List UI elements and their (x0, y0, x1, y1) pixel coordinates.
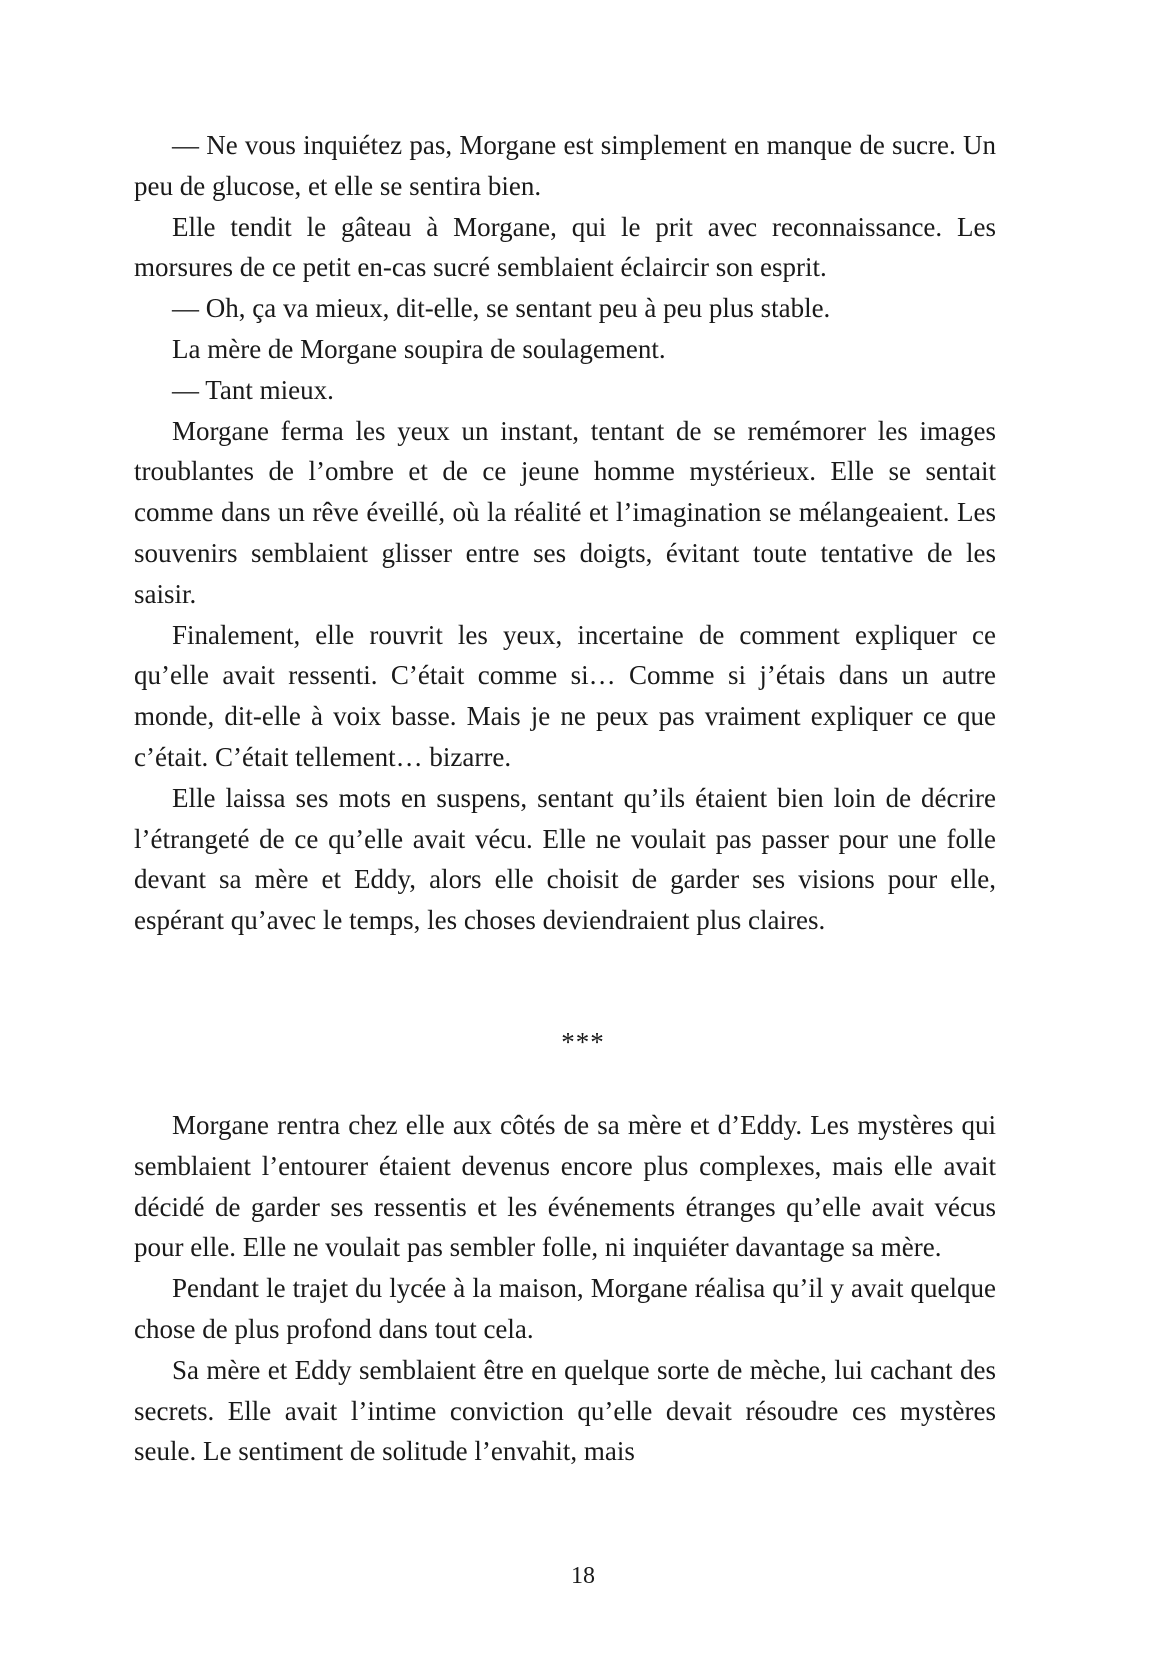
paragraph: Sa mère et Eddy semblaient être en quelque sorte de mèche, lui cachant des secrets. Elle avait l’intime conviction qu’elle devait résoudre ces mystères seule. Le sentiment de solitude l’envahit, mais (134, 1354, 996, 1467)
paragraph: Pendant le trajet du lycée à la maison, Morgane réalisa qu’il y avait quelque chose de plus profond dans tout cela. (134, 1273, 996, 1344)
section-two (134, 1105, 996, 1472)
paragraph: Elle tendit le gâteau à Morgane, qui le prit avec reconnaissance. Les morsures de ce petit en-cas sucré semblaient éclaircir son esprit. (134, 211, 996, 283)
paragraph: — Ne vous inquiétez pas, Morgane est simplement en manque de sucre. Un peu de glucose, et elle se sentira bien. (134, 130, 996, 201)
paragraph: — Tant mieux. (172, 374, 334, 405)
paragraph: Morgane rentra chez elle aux côtés de sa mère et d’Eddy. Les mystères qui semblaient l’entourer étaient devenus encore plus complexes, mais elle avait décidé de garder ses ressentis et les événements étranges qu’elle avait vécus pour elle. Elle ne voulait pas sembler folle, ni inquiéter davantage sa mère. (134, 1110, 996, 1263)
paragraph: Morgane ferma les yeux un instant, tentant de se remémorer les images troublantes de l’ombre et de ce jeune homme mystérieux. Elle se sentait comme dans un rêve éveillé, où la réalité et l’imagination se mélangeaient. Les souvenirs semblaient glisser entre ses doigts, évitant toute tentative de les saisir. (134, 415, 996, 609)
paragraph: Elle laissa ses mots en suspens, sentant qu’ils étaient bien loin de décrire l’étrangeté de ce qu’elle avait vécu. Elle ne voulait pas passer pour une folle devant sa mère et Eddy, alors elle choisit de garder ses visions pour elle, espérant qu’avec le temps, les choses deviendraient plus claires. (134, 782, 996, 936)
paragraph: La mère de Morgane soupira de soulagement. (172, 333, 666, 364)
section-separator: *** (561, 1027, 605, 1057)
page-number: 18 (571, 1563, 595, 1589)
paragraph: — Oh, ça va mieux, dit-elle, se sentant peu à peu plus stable. (172, 293, 831, 324)
paragraph: Finalement, elle rouvrit les yeux, incertaine de comment expliquer ce qu’elle avait ressenti. C’était comme si… Comme si j’étais dans un autre monde, dit-elle à voix basse. Mais je ne peux pas vraiment expliquer ce que c’était. C’était tellement… bizarre. (134, 619, 996, 772)
section-one (134, 125, 996, 941)
